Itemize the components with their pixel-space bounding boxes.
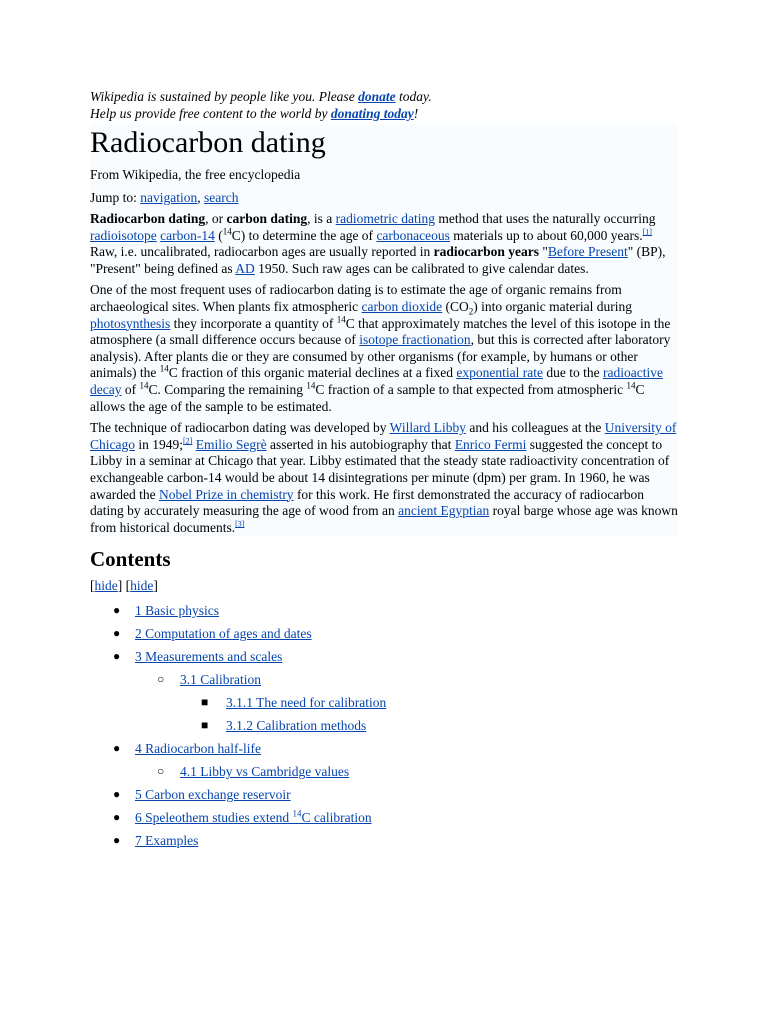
link-enrico-fermi[interactable]: Enrico Fermi — [454, 436, 527, 452]
toc-link-calibration-methods[interactable]: 3.1.2 Calibration methods — [226, 718, 367, 734]
text: (CO — [442, 298, 469, 314]
text: they incorporate a quantity of — [170, 315, 337, 331]
term-carbon-dating: carbon dating — [226, 211, 308, 226]
link-radioisotope[interactable]: radioisotope — [90, 227, 157, 243]
toc-link-basic-physics[interactable]: 1 Basic physics — [135, 603, 219, 619]
notice-text: ! — [413, 106, 419, 121]
toc-item — [90, 691, 678, 714]
toc-link-measurements[interactable]: 3 Measurements and scales — [135, 649, 283, 665]
link-nobel-prize-chemistry[interactable]: Nobel Prize in chemistry — [158, 486, 294, 502]
toc-item — [90, 668, 678, 691]
text: due to the — [542, 365, 603, 381]
circle-bullet-icon: ○ — [157, 764, 165, 779]
bracket: ] [ — [117, 578, 131, 594]
toc-item — [90, 737, 678, 760]
link-carbonaceous[interactable]: carbonaceous — [376, 227, 450, 243]
table-of-contents — [90, 599, 678, 852]
toc-link-carbon-exchange[interactable]: 5 Carbon exchange reservoir — [135, 787, 291, 803]
text: Raw, i.e. uncalibrated, radiocarbon ages are usually reported in — [90, 244, 434, 260]
disc-bullet-icon: ● — [113, 741, 121, 756]
jump-label: Jump to: — [90, 190, 141, 205]
text: C. Comparing the remaining — [148, 381, 307, 397]
text: , or — [205, 211, 227, 226]
text: C) to determine the age of — [231, 227, 377, 243]
link-radiometric-dating[interactable]: radiometric dating — [335, 211, 436, 226]
toc-item — [90, 760, 678, 783]
link-text: C calibration — [301, 810, 372, 826]
term-radiocarbon-years: radiocarbon years — [433, 244, 539, 260]
toc-hide-link[interactable]: hide — [130, 578, 154, 594]
jump-to — [90, 189, 678, 207]
toc-item — [90, 806, 678, 829]
uses-paragraph — [90, 282, 678, 415]
link-text: 6 Speleothem studies extend — [135, 810, 293, 826]
toc-link-computation[interactable]: 2 Computation of ages and dates — [135, 626, 312, 642]
disc-bullet-icon: ● — [113, 603, 121, 618]
text: in 1949; — [135, 436, 184, 452]
toc-link-calibration[interactable]: 3.1 Calibration — [180, 672, 261, 688]
disc-bullet-icon: ● — [113, 810, 121, 825]
text: for this work. He first demonstrated the accuracy of radiocarbon dating by accurately measuring the age of wood from an — [90, 486, 645, 519]
link-before-present[interactable]: Before Present — [547, 244, 628, 260]
superscript: 14 — [626, 380, 636, 391]
donating-today-link[interactable]: donating today — [330, 106, 414, 121]
link-exponential-rate[interactable]: exponential rate — [456, 365, 543, 381]
superscript: 14 — [336, 314, 346, 325]
text: " — [539, 244, 548, 260]
link-carbon-14[interactable]: carbon-14 — [160, 227, 215, 243]
link-emilio-segre[interactable]: Emilio Segrè — [195, 436, 267, 452]
notice-text: today. — [395, 89, 432, 104]
notice-text: Wikipedia is sustained by people like you. Please — [90, 89, 359, 104]
text: C fraction of a sample to that expected from atmospheric — [315, 381, 627, 397]
toc-item — [90, 714, 678, 737]
square-bullet-icon: ■ — [201, 695, 209, 710]
text: The technique of radiocarbon dating was developed by — [90, 420, 390, 436]
toc-heading: Contents — [90, 547, 171, 572]
page — [90, 88, 678, 852]
toc-item — [90, 783, 678, 806]
toc-link-half-life[interactable]: 4 Radiocarbon half-life — [135, 741, 261, 757]
toc-item — [90, 599, 678, 622]
link-photosynthesis[interactable]: photosynthesis — [90, 315, 171, 331]
text: ) into organic material during — [473, 298, 632, 314]
square-bullet-icon: ■ — [201, 718, 209, 733]
toc-link-speleothem[interactable] — [135, 810, 372, 825]
toc-link-need-for-calibration[interactable]: 3.1.1 The need for calibration — [226, 695, 387, 711]
text: ( — [214, 227, 223, 243]
text: method that uses the naturally occurring — [435, 211, 656, 226]
text: " (BP), "Present" being defined as — [90, 244, 666, 276]
text: suggested the concept to Libby in a seminar at Chicago that year. Libby estimated that the steady state radioactivity concentration of exchangeable carbon-14 would be about 14 disintegrations per minute (dpm) per gram. In 1960, he was awarded the — [90, 436, 670, 502]
text: C that approximately matches the level of this isotope in the atmosphere (a small difference occurs because of — [90, 315, 671, 348]
donation-notice-line1 — [90, 88, 678, 105]
text: royal barge whose age was known from historical documents. — [90, 503, 678, 535]
link-isotope-fractionation[interactable]: isotope fractionation — [359, 332, 471, 348]
navigation-link[interactable]: navigation — [140, 190, 198, 205]
jump-separator: , — [197, 190, 205, 205]
text: , but this is corrected after laboratory analysis). After plants die or they are consumed by other organisms (for example, by humans or other animals) the — [90, 332, 671, 381]
toc-item — [90, 829, 678, 852]
text: and his colleagues at the — [465, 420, 605, 436]
subscript: 2 — [468, 306, 474, 317]
link-willard-libby[interactable]: Willard Libby — [389, 420, 466, 436]
superscript: 14 — [292, 808, 302, 819]
toc-hide-link[interactable]: hide — [94, 578, 118, 594]
term-radiocarbon-dating: Radiocarbon dating — [90, 211, 206, 226]
link-carbon-dioxide[interactable]: carbon dioxide — [361, 298, 443, 314]
article-content — [90, 124, 678, 536]
link-ad[interactable]: AD — [235, 260, 255, 276]
toc-item — [90, 622, 678, 645]
link-radioactive-decay[interactable]: radioactive decay — [90, 365, 663, 397]
link-university-of-chicago[interactable]: University of Chicago — [90, 420, 677, 452]
bracket: [ — [90, 578, 95, 594]
notice-text: Help us provide free content to the world by — [90, 106, 331, 121]
toc-link-libby-vs-cambridge[interactable]: 4.1 Libby vs Cambridge values — [180, 764, 350, 780]
site-subtitle: From Wikipedia, the free encyclopedia — [90, 167, 301, 182]
reference-2-link[interactable]: [2] — [183, 436, 193, 446]
text: materials up to about 60,000 years. — [449, 227, 643, 243]
disc-bullet-icon: ● — [113, 833, 121, 848]
text: asserted in his autobiography that — [266, 436, 455, 452]
toc-item — [90, 645, 678, 668]
superscript: 14 — [222, 226, 232, 237]
page-title: Radiocarbon dating — [90, 126, 326, 159]
superscript: 14 — [159, 363, 169, 374]
text: One of the most frequent uses of radiocarbon dating is to estimate the age of organic remains from archaeological sites. When plants fix atmospheric — [90, 282, 622, 314]
disc-bullet-icon: ● — [113, 626, 121, 641]
reference-1-link[interactable]: [1] — [642, 227, 652, 237]
superscript: 14 — [139, 380, 149, 391]
text: C fraction of this organic material declines at a fixed — [168, 365, 457, 381]
toc-controls — [90, 577, 678, 595]
disc-bullet-icon: ● — [113, 649, 121, 664]
toc-link-examples[interactable]: 7 Examples — [135, 833, 199, 849]
reference-3-link[interactable]: [3] — [235, 519, 245, 529]
text: C allows the age of the sample to be estimated. — [90, 381, 645, 414]
donate-link[interactable]: donate — [358, 89, 396, 104]
search-link[interactable]: search — [204, 190, 239, 205]
intro-paragraph — [90, 211, 678, 277]
superscript: 14 — [306, 380, 316, 391]
text: , is a — [307, 211, 336, 226]
link-ancient-egyptian[interactable]: ancient Egyptian — [398, 503, 490, 519]
disc-bullet-icon: ● — [113, 787, 121, 802]
donation-notice-line2 — [90, 105, 678, 122]
text: 1950. Such raw ages can be calibrated to give calendar dates. — [254, 260, 589, 276]
bracket: ] — [153, 578, 158, 594]
circle-bullet-icon: ○ — [157, 672, 165, 687]
text: of — [121, 381, 140, 397]
history-paragraph — [90, 420, 678, 536]
